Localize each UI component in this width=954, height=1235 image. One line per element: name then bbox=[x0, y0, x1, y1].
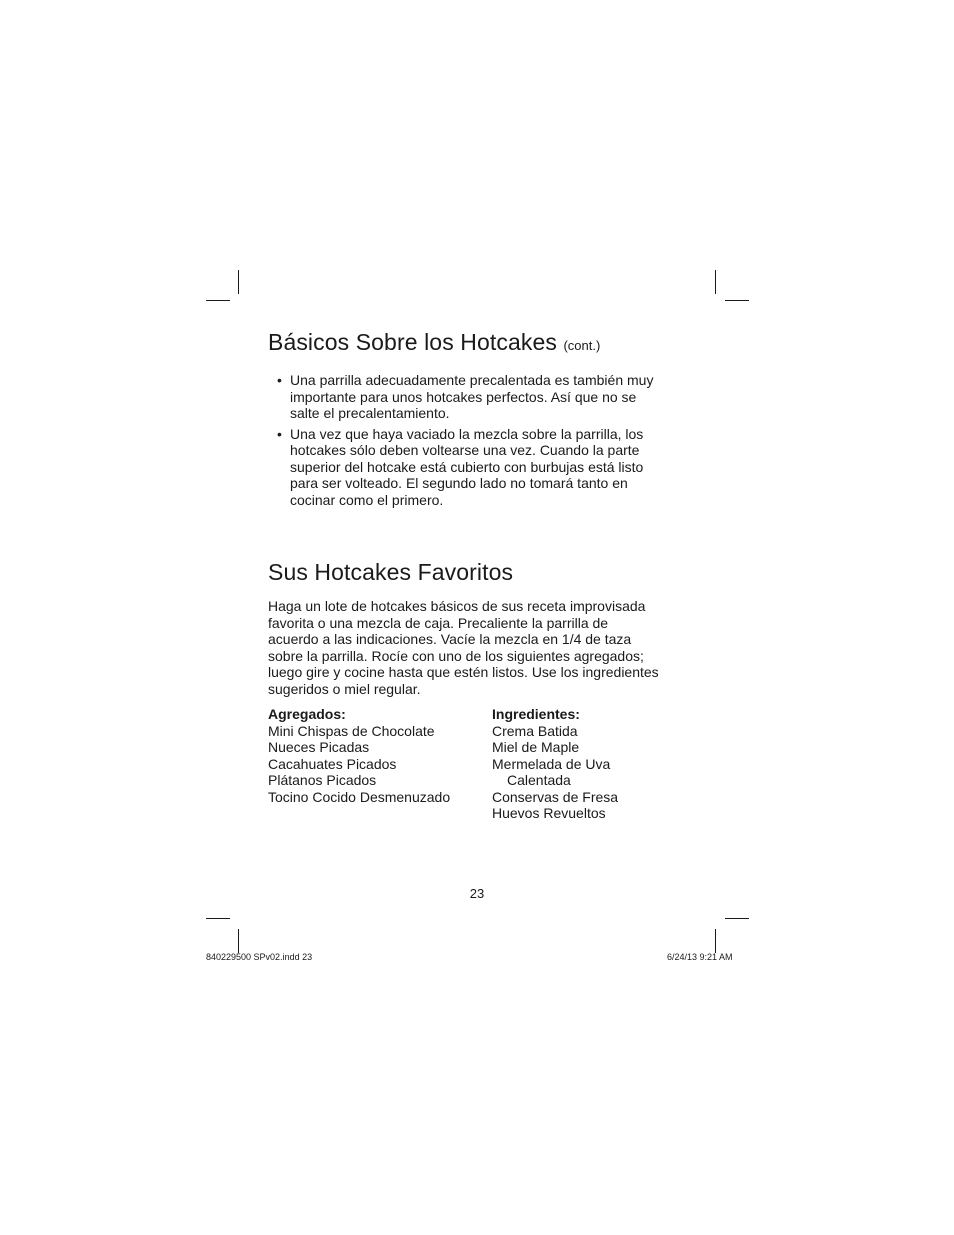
paragraph-line: acuerdo a las indicaciones. Vacíe la mezcla en 1/4 de taza bbox=[268, 631, 632, 647]
tips-list bbox=[268, 372, 698, 508]
list-item: Tocino Cocido Desmenuzado bbox=[268, 788, 451, 805]
page-number: 23 bbox=[469, 886, 485, 901]
section-title-favoritos: Sus Hotcakes Favoritos bbox=[268, 559, 514, 585]
list-item: Plátanos Picados bbox=[268, 772, 377, 788]
list-item: Crema Batida bbox=[492, 722, 578, 739]
bullet-line: hotcakes sólo deben voltearse una vez. Cuando la parte bbox=[290, 442, 640, 458]
crop-mark-top-left-horizontal bbox=[206, 300, 230, 301]
bullet-line: Una vez que haya vaciado la mezcla sobre la parrilla, los bbox=[290, 425, 644, 442]
slug-file-info: 840229500 SPv02.indd 23 bbox=[206, 952, 313, 962]
agregados-column bbox=[268, 706, 492, 822]
bullet-line: para ser volteado. El segundo lado no tomará tanto en bbox=[290, 475, 628, 491]
paragraph-line: favorita o una mezcla de caja. Precaliente la parrilla de bbox=[268, 614, 609, 631]
crop-mark-top-right-vertical bbox=[715, 270, 716, 294]
list-item: Huevos Revueltos bbox=[492, 805, 606, 821]
list-item: Conservas de Fresa bbox=[492, 788, 619, 805]
crop-mark-bottom-right-horizontal bbox=[725, 918, 749, 919]
list-item: Cacahuates Picados bbox=[268, 755, 397, 772]
paragraph-line: Haga un lote de hotcakes básicos de sus receta improvisada bbox=[268, 598, 646, 614]
two-column-lists bbox=[268, 706, 698, 822]
section-title-text: Básicos Sobre los Hotcakes bbox=[268, 329, 557, 355]
crop-mark-bottom-left-vertical bbox=[238, 929, 239, 953]
crop-mark-bottom-right-vertical bbox=[715, 929, 716, 953]
ingredientes-column bbox=[492, 706, 692, 822]
list-item: Miel de Maple bbox=[492, 739, 580, 755]
list-item: Calentada bbox=[507, 772, 571, 788]
paragraph-line: sobre la parrilla. Rocíe con uno de los siguientes agregados; bbox=[268, 647, 644, 664]
page-content bbox=[268, 326, 698, 822]
bullet-icon: • bbox=[277, 425, 282, 442]
list-item bbox=[268, 372, 698, 422]
agregados-heading: Agregados: bbox=[268, 706, 346, 722]
list-item: Nueces Picadas bbox=[268, 739, 370, 755]
bullet-line: importante para unos hotcakes perfectos. Así que no se bbox=[290, 388, 637, 405]
intro-paragraph bbox=[268, 598, 698, 697]
bullet-line: salte el precalentamiento. bbox=[290, 405, 450, 421]
slug-date-time: 6/24/13 9:21 AM bbox=[667, 952, 733, 962]
crop-mark-bottom-left-horizontal bbox=[206, 918, 230, 919]
bullet-line: superior del hotcake está cubierto con burbujas está listo bbox=[290, 458, 644, 475]
section-title-basicos bbox=[268, 326, 698, 362]
bullet-line: Una parrilla adecuadamente precalentada es también muy bbox=[290, 372, 654, 388]
list-item: Mermelada de Uva bbox=[492, 755, 611, 772]
list-item bbox=[268, 426, 698, 509]
paragraph-line: sugeridos o miel regular. bbox=[268, 680, 421, 697]
bullet-icon: • bbox=[277, 372, 282, 388]
section-title-suffix: (cont.) bbox=[563, 338, 601, 353]
crop-mark-top-right-horizontal bbox=[725, 300, 749, 301]
ingredientes-heading: Ingredientes: bbox=[492, 706, 580, 722]
paragraph-line: luego gire y cocine hasta que estén listos. Use los ingredientes bbox=[268, 664, 659, 680]
bullet-line: cocinar como el primero. bbox=[290, 491, 444, 508]
crop-mark-top-left-vertical bbox=[238, 270, 239, 294]
list-item: Mini Chispas de Chocolate bbox=[268, 722, 435, 739]
